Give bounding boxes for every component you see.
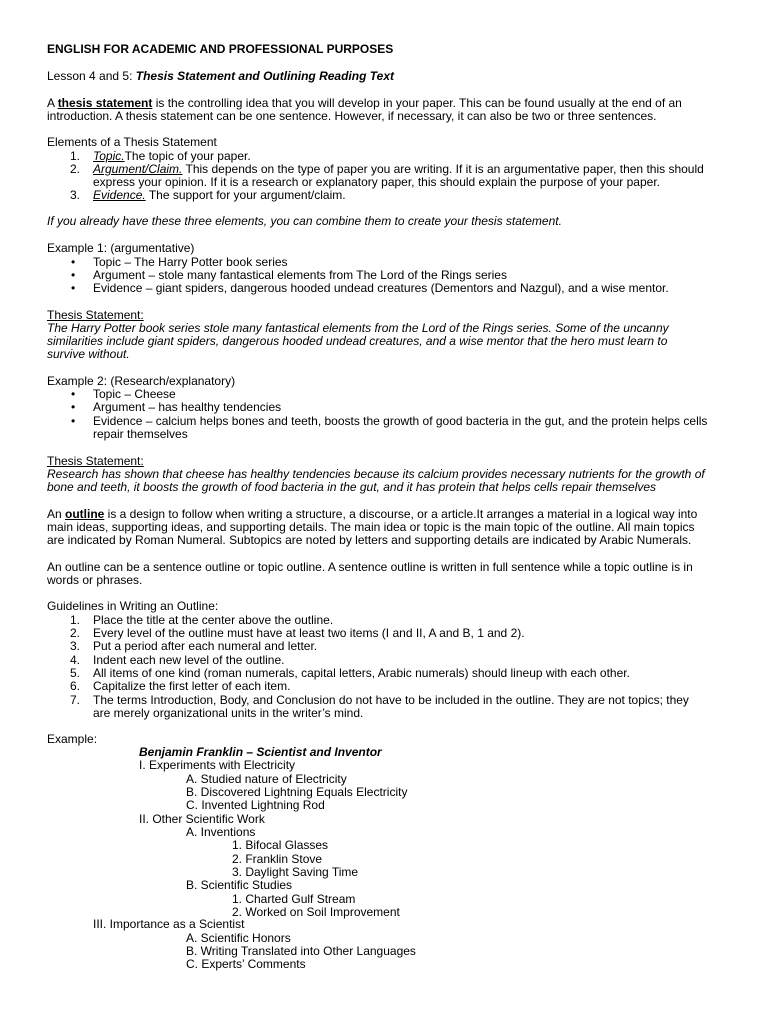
outline-level-2: B. Discovered Lightning Equals Electricity — [186, 785, 408, 799]
guideline-number: 6. — [70, 679, 81, 693]
guideline-item: Indent each new level of the outline. — [93, 653, 285, 667]
example2-bullet: Topic – Cheese — [93, 387, 176, 401]
example1-bullet: Topic – The Harry Potter book series — [93, 255, 288, 269]
bullet-icon: • — [71, 414, 76, 428]
element-term: Evidence. — [93, 188, 146, 202]
thesis-intro-rest: is the controlling idea that you will develop in your paper. This can be found usually at the end of an — [152, 96, 682, 110]
bullet-icon: • — [71, 268, 76, 282]
element-number: 2. — [70, 162, 81, 176]
outline-level-2: B. Writing Translated into Other Languages — [186, 944, 416, 958]
guideline-number: 5. — [70, 666, 81, 680]
outline-term: outline — [65, 507, 105, 521]
outline-level-2: A. Inventions — [186, 825, 256, 839]
lesson-heading — [47, 70, 394, 83]
guideline-item: All items of one kind (roman numerals, capital letters, Arabic numerals) should lineup with each other. — [93, 666, 630, 680]
guideline-number: 3. — [70, 639, 81, 653]
element-text: This depends on the type of paper you are writing. If it is an argumentative paper, then this should — [182, 162, 704, 176]
outline-level-1: I. Experiments with Electricity — [139, 758, 296, 772]
element-text: The support for your argument/claim. — [145, 188, 346, 202]
outline-level-2: A. Scientific Honors — [186, 931, 291, 945]
guidelines-heading: Guidelines in Writing an Outline: — [47, 599, 219, 613]
example-label: Example: — [47, 732, 98, 746]
outline-def-line-2: main ideas, supporting ideas, and supporting details. The main idea or topic is the main topic of the outline. All main topics — [47, 520, 695, 534]
outline-level-1: II. Other Scientific Work — [139, 812, 265, 826]
guideline-item: Capitalize the first letter of each item. — [93, 679, 291, 693]
outline-level-2: A. Studied nature of Electricity — [186, 772, 347, 786]
example2-bullet-cont: repair themselves — [93, 427, 188, 441]
elements-note: If you already have these three elements, you can combine them to create your thesis statement. — [47, 214, 562, 228]
bullet-icon: • — [71, 281, 76, 295]
thesis-statement-term: thesis statement — [57, 96, 153, 110]
thesis-intro-a: A — [47, 96, 58, 110]
element-number: 1. — [70, 149, 81, 163]
example1-bullet: Argument – stole many fantastical elements from The Lord of the Rings series — [93, 268, 507, 282]
outline-level-2: C. Experts’ Comments — [186, 957, 306, 971]
guideline-number: 7. — [70, 693, 81, 707]
outline-def-an: An — [47, 507, 66, 521]
element-number: 3. — [70, 188, 81, 202]
bullet-icon: • — [71, 400, 76, 414]
outline-level-1: III. Importance as a Scientist — [93, 917, 245, 931]
example2-heading: Example 2: (Research/explanatory) — [47, 374, 236, 388]
guideline-item: Place the title at the center above the outline. — [93, 613, 334, 627]
outline-def-rest: is a design to follow when writing a structure, a discourse, or a article.It arranges a material in a logical way into — [104, 507, 698, 521]
example2-thesis-line: Research has shown that cheese has healthy tendencies because its calcium provides necessary nutrients for the growth of — [47, 467, 705, 481]
guideline-item-cont: are merely organizational units in the writer’s mind. — [93, 706, 364, 720]
example1-thesis-line: survive without. — [47, 347, 130, 361]
guideline-item: The terms Introduction, Body, and Conclusion do not have to be included in the outline. They are not topics; they — [93, 693, 689, 707]
element-term: Argument/Claim. — [93, 162, 183, 176]
outline-level-3: 2. Worked on Soil Improvement — [232, 905, 400, 919]
guideline-number: 1. — [70, 613, 81, 627]
thesis-intro-line-2: introduction. A thesis statement can be one sentence. However, if necessary, it can also be two or three sentences. — [47, 109, 657, 123]
outline-types-line-2: words or phrases. — [47, 573, 143, 587]
outline-level-3: 1. Bifocal Glasses — [232, 838, 329, 852]
element-item-argument-cont: express your opinion. If it is a research or explanatory paper, this should explain the purpose of your paper. — [93, 175, 660, 189]
outline-level-3: 1. Charted Gulf Stream — [232, 892, 356, 906]
course-title: ENGLISH FOR ACADEMIC AND PROFESSIONAL PURPOSES — [47, 42, 394, 56]
outline-level-3: 2. Franklin Stove — [232, 852, 323, 866]
element-text: The topic of your paper. — [124, 149, 251, 163]
outline-level-2: B. Scientific Studies — [186, 878, 293, 892]
element-item-evidence — [93, 189, 346, 202]
bullet-icon: • — [71, 387, 76, 401]
lesson-prefix: Lesson 4 and 5: — [47, 69, 136, 83]
guideline-number: 2. — [70, 626, 81, 640]
example1-thesis-line: similarities include giant spiders, dangerous hooded undead creatures, and a wise mentor that the hero must learn to — [47, 334, 668, 348]
elements-heading: Elements of a Thesis Statement — [47, 135, 217, 149]
example2-bullet: Evidence – calcium helps bones and teeth, boosts the growth of good bacteria in the gut, and the protein helps cells — [93, 414, 708, 428]
guideline-item: Put a period after each numeral and letter. — [93, 639, 318, 653]
lesson-title: Thesis Statement and Outlining Reading Text — [135, 69, 394, 83]
guideline-number: 4. — [70, 653, 81, 667]
outline-def-line-3: are indicated by Roman Numeral. Subtopics are noted by letters and supporting details are indicated by Arabic Numerals. — [47, 533, 692, 547]
example2-thesis-label: Thesis Statement: — [47, 454, 144, 468]
outline-types-line-1: An outline can be a sentence outline or topic outline. A sentence outline is written in full sentence while a topic outline is in — [47, 560, 693, 574]
outline-level-3: 3. Daylight Saving Time — [232, 865, 359, 879]
example1-thesis-line: The Harry Potter book series stole many fantastical elements from the Lord of the Rings series. Some of the uncanny — [47, 321, 669, 335]
outline-level-2: C. Invented Lightning Rod — [186, 798, 325, 812]
element-term: Topic. — [93, 149, 125, 163]
example1-thesis-label: Thesis Statement: — [47, 308, 144, 322]
bullet-icon: • — [71, 255, 76, 269]
example2-thesis-line: bone and teeth, it boosts the growth of food bacteria in the gut, and it has protein that helps cells repair themselves — [47, 480, 657, 494]
guideline-item: Every level of the outline must have at least two items (I and II, A and B, 1 and 2). — [93, 626, 525, 640]
example1-heading: Example 1: (argumentative) — [47, 241, 195, 255]
outline-title: Benjamin Franklin – Scientist and Inventor — [139, 745, 382, 759]
example1-bullet: Evidence – giant spiders, dangerous hooded undead creatures (Dementors and Nazgul), and a wise mentor. — [93, 281, 669, 295]
example2-bullet: Argument – has healthy tendencies — [93, 400, 282, 414]
